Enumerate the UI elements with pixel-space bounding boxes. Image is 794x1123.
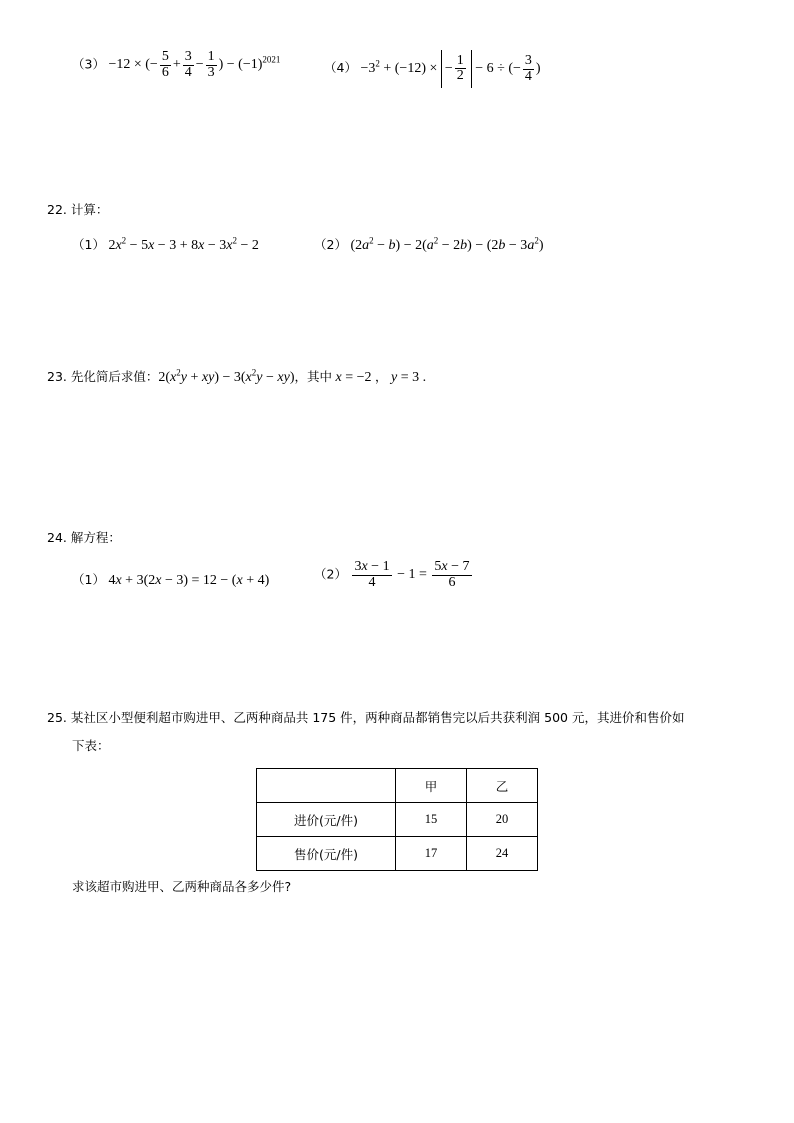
- table-cell: 17: [396, 837, 467, 871]
- q22-part2-expression: $(2a^2 - b) - 2(a^2 - 2b) - (2b - 3a^2)$: [350, 235, 544, 253]
- q22-part1-expression: $2x^2 - 5x - 3 + 8x - 3x^2 - 2$: [108, 235, 259, 253]
- table-header-cell: 甲: [396, 769, 467, 803]
- table-header-row: [257, 769, 538, 803]
- q23-line: [47, 367, 426, 386]
- table-cell: 15: [396, 803, 467, 837]
- q24-part1-label: （1）: [72, 572, 105, 587]
- q25-line1: 25. 某社区小型便利超市购进甲、乙两种商品共 175 件，两种商品都销售完以后共获利润 500 元，其进价和售价如: [47, 710, 685, 725]
- price-table: [256, 768, 538, 871]
- q21-part4-expression: $-3^2 + (-12)$ × − $\frac{1}{2}$ − 6 ÷ (− $\frac{3}{4}$ ): [360, 61, 540, 76]
- q22-part2-label: （2）: [314, 237, 347, 252]
- q24-part1-equation: 4x + 3(2x − 3) = 12 − (x + 4): [108, 573, 270, 588]
- q21-part3-label: （3）: [72, 56, 105, 72]
- q23-prefix: 23. 先化简后求值：: [47, 369, 159, 384]
- q25-question: 求该超市购进甲、乙两种商品各多少件?: [72, 879, 292, 894]
- q23-sep: ，: [375, 369, 388, 384]
- q25-line2: 下表：: [72, 738, 110, 753]
- table-cell: 24: [467, 837, 538, 871]
- q23-y-value: y = 3 .: [391, 370, 427, 385]
- q24-part2: [314, 560, 474, 590]
- q22-part2: [314, 235, 543, 254]
- q24-title: 24. 解方程：: [47, 530, 121, 545]
- q21-part4: [324, 50, 541, 88]
- table-header-cell: [257, 769, 396, 803]
- table-header-cell: 乙: [467, 769, 538, 803]
- q24-part2-equation: $\frac{3x - 1}{4}$ − 1 = $\frac{5x - 7}{6}$: [354, 559, 470, 590]
- q22-part1-label: （1）: [72, 237, 105, 252]
- table-row-label: 进价(元/件): [257, 803, 396, 837]
- q23-mid: ，其中: [294, 369, 333, 384]
- q23-expression: $2(x^2y + xy) - 3(x^2y - xy)$: [158, 367, 295, 385]
- q21-part4-label: （4）: [324, 60, 357, 76]
- q21-part3-expression: −12 × (− $\frac{5}{6}$ + $\frac{3}{4}$ − $\frac{1}{3}$ ) − $(-1)^{2021}$: [108, 49, 281, 80]
- table-cell: 20: [467, 803, 538, 837]
- q24-part1: [72, 570, 269, 589]
- table-row: [257, 837, 538, 871]
- q21-part3: [72, 50, 280, 80]
- q22-title: 22. 计算：: [47, 202, 109, 217]
- table-row: [257, 803, 538, 837]
- q22-part1: [72, 235, 259, 254]
- q24-part2-label: （2）: [314, 566, 347, 582]
- table-row-label: 售价(元/件): [257, 837, 396, 871]
- q23-x-value: x = −2: [335, 370, 376, 385]
